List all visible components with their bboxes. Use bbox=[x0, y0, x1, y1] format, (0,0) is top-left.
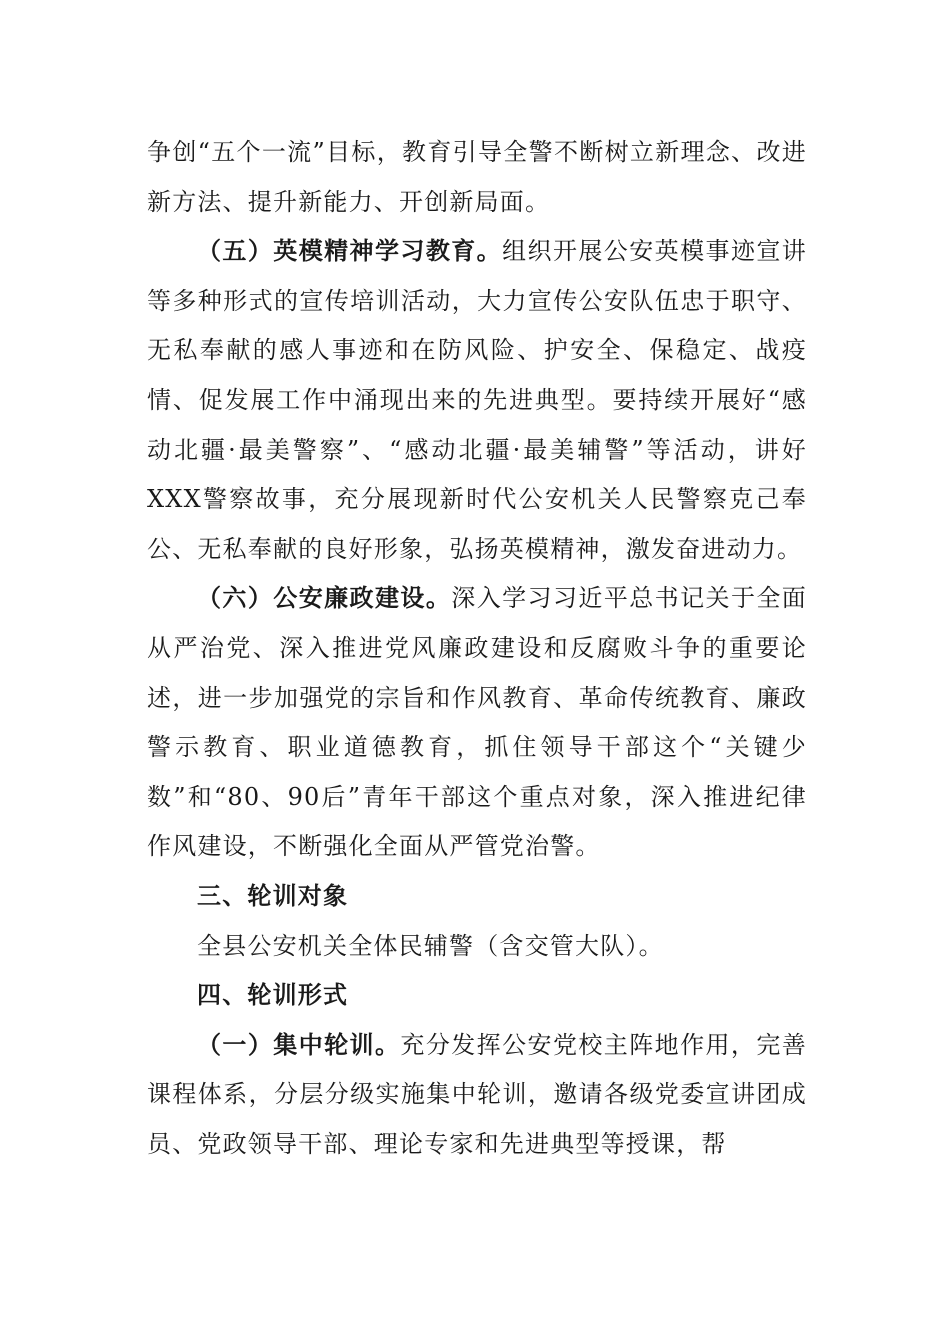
paragraph-text: 组织开展公安英模事迹宣讲等多种形式的宣传培训活动，大力宣传公安队伍忠于职守、无私奉献的感人事迹和在防风险、护安全、保稳定、战疫情、促发展工作中涌现出来的先进典型。要持续开展好“感动北疆·最美警察”、“感动北疆·最美辅警”等活动，讲好XXX警察故事，充分展现新时代公安机关人民警察克己奉公、无私奉献的良好形象，弘扬英模精神，激发奋进动力。 bbox=[147, 237, 807, 563]
paragraph-centralized-training bbox=[147, 1021, 807, 1170]
paragraph-text: 全县公安机关全体民辅警（含交管大队）。 bbox=[197, 931, 664, 960]
paragraph-text: 争创“五个一流”目标，教育引导全警不断树立新理念、改进新方法、提升新能力、开创新局面。 bbox=[147, 138, 807, 216]
paragraph-heroic-spirit bbox=[147, 227, 807, 574]
paragraph-text: 深入学习习近平总书记关于全面从严治党、深入推进党风廉政建设和反腐败斗争的重要论述，进一步加强党的宗旨和作风教育、革命传统教育、廉政警示教育、职业道德教育，抓住领导干部这个“关键少数”和“80、90后”青年干部这个重点对象，深入推进纪律作风建设，不断强化全面从严管党治警。 bbox=[147, 584, 807, 861]
paragraph-targets bbox=[147, 922, 807, 972]
paragraph-lead: （一）集中轮训。 bbox=[197, 1030, 401, 1059]
paragraph-integrity bbox=[147, 574, 807, 872]
paragraph-lead: （五）英模精神学习教育。 bbox=[197, 237, 503, 266]
section-heading-format: 四、轮训形式 bbox=[197, 981, 349, 1010]
section-heading-targets: 三、轮训对象 bbox=[197, 881, 349, 910]
document-body bbox=[147, 128, 807, 1169]
paragraph-text: 充分发挥公安党校主阵地作用，完善课程体系，分层分级实施集中轮训，邀请各级党委宣讲团成员、党政领导干部、理论专家和先进典型等授课，帮 bbox=[147, 1030, 807, 1158]
paragraph-continuation bbox=[147, 128, 807, 227]
paragraph-lead: （六）公安廉政建设。 bbox=[197, 584, 452, 613]
